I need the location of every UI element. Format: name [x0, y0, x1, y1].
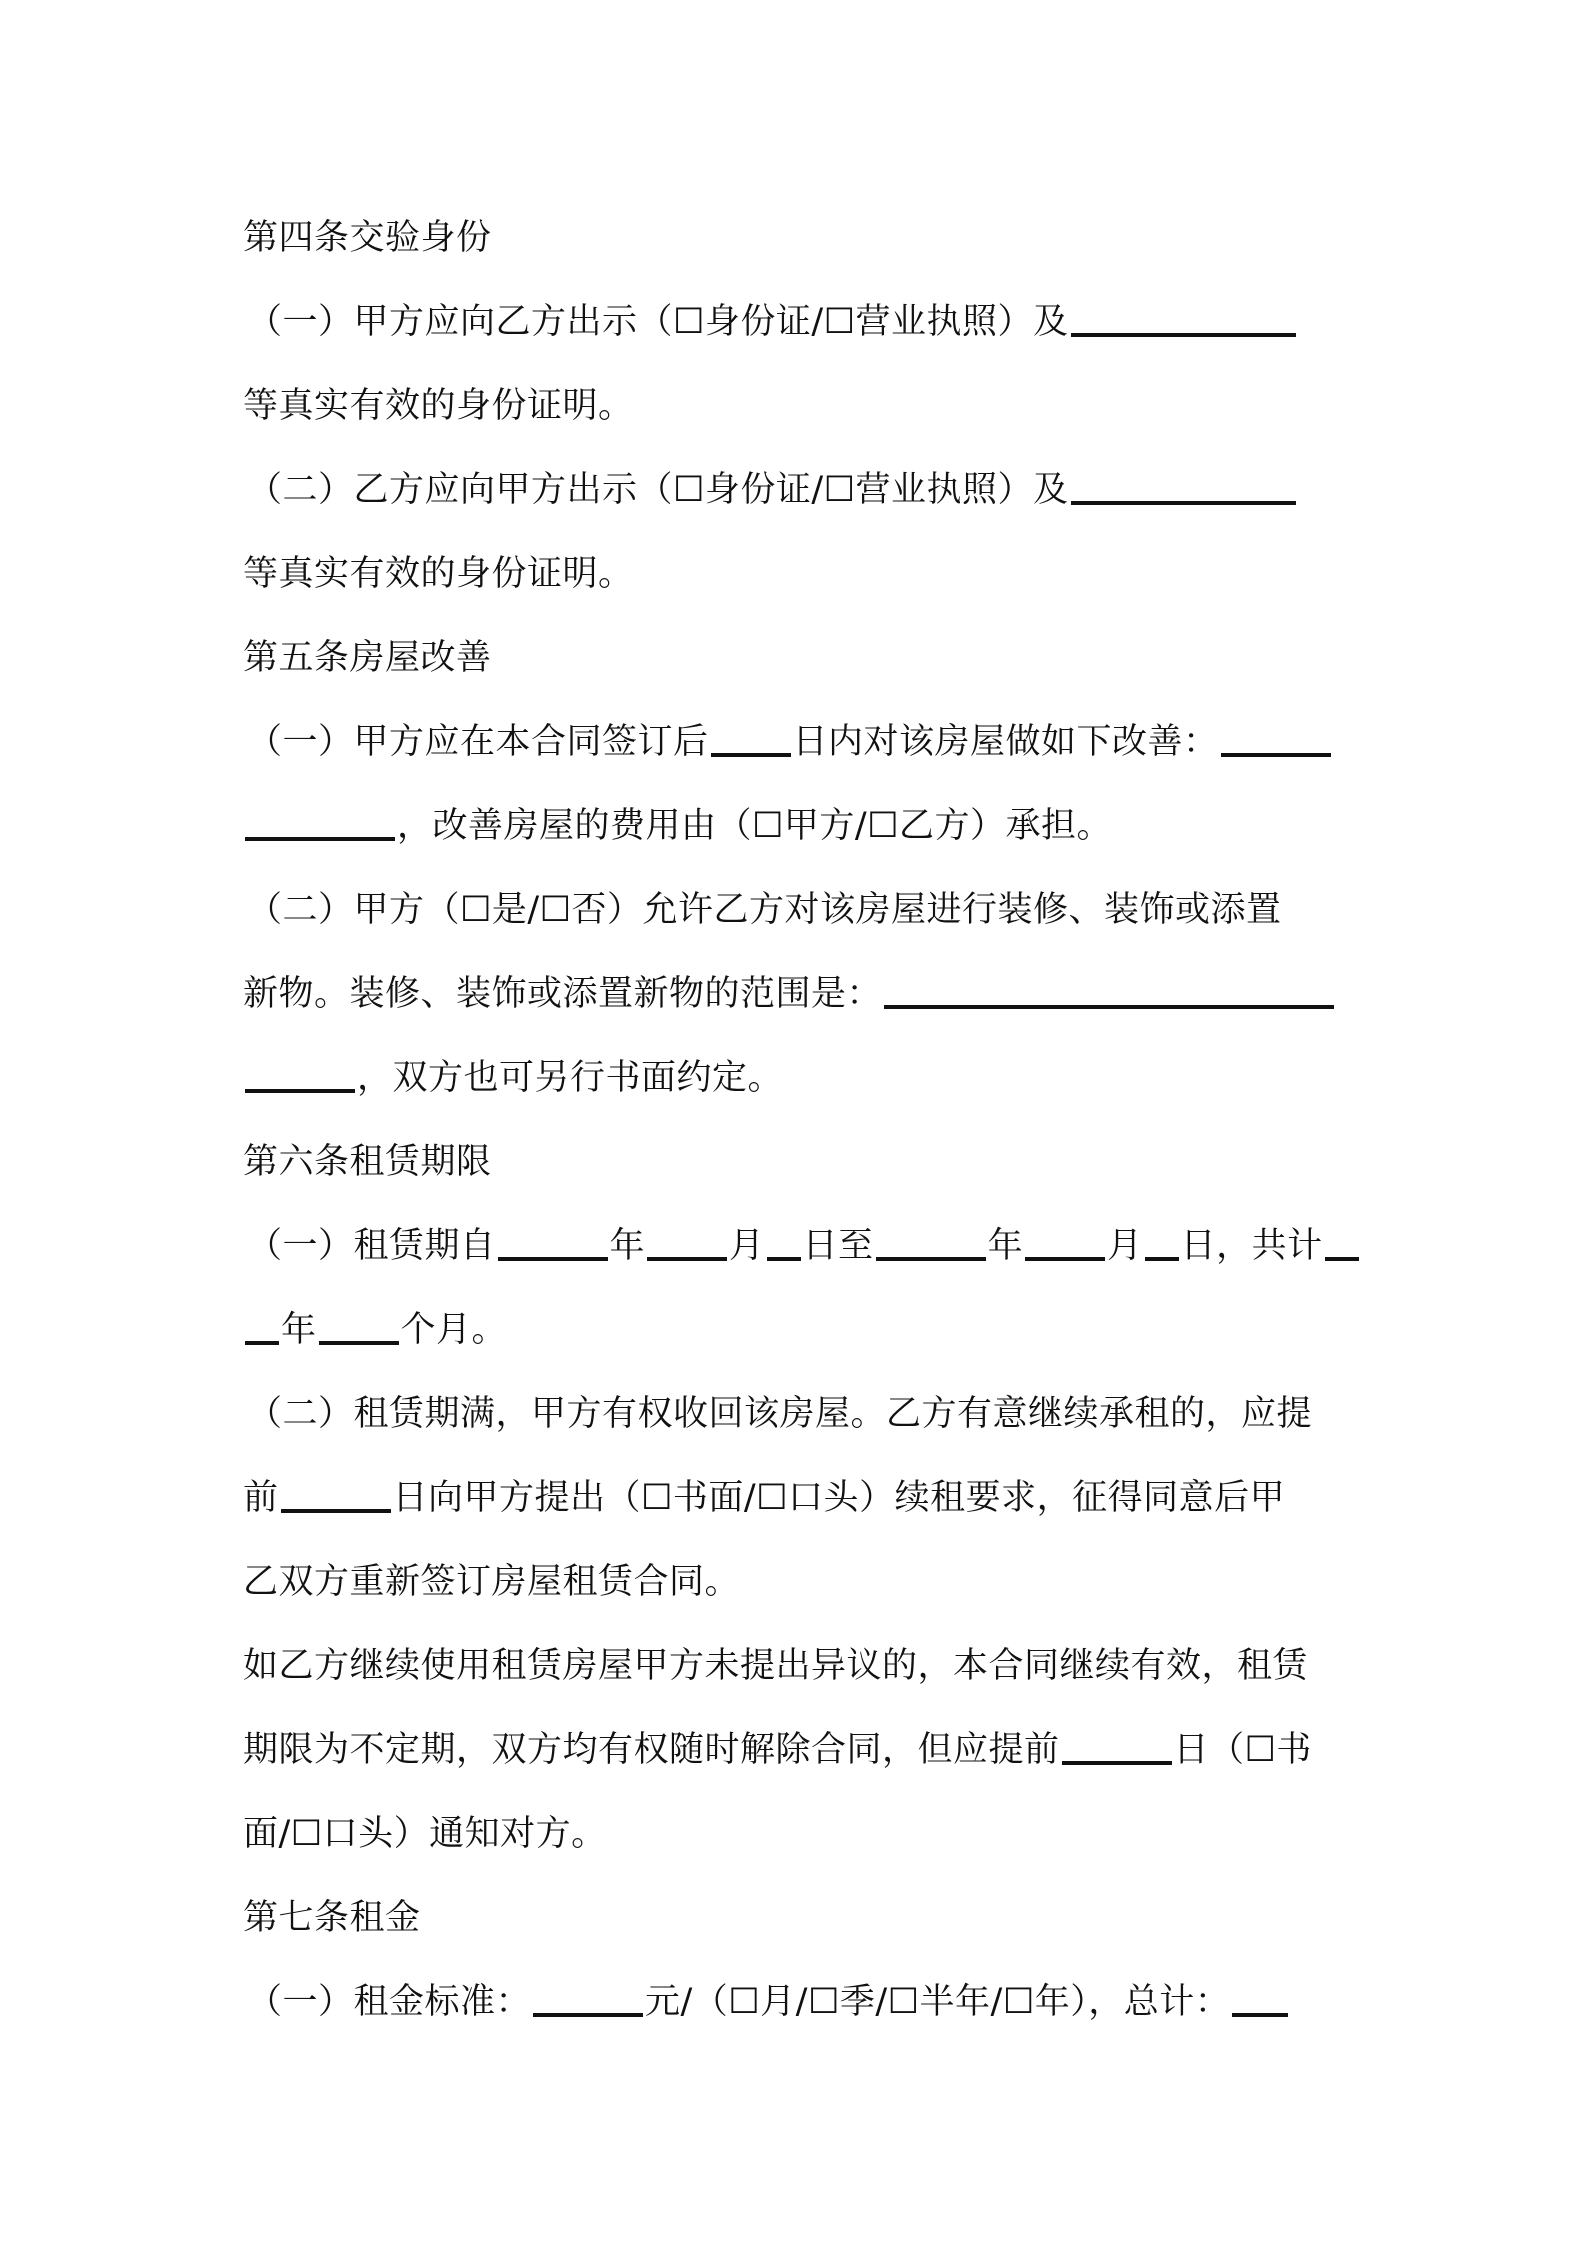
clause-text: 等真实有效的身份证明。: [243, 386, 634, 426]
clause-text: 月: [1107, 1226, 1143, 1266]
article6-para-line3: [243, 1792, 1355, 1876]
article6-item2-line3: [243, 1540, 1355, 1624]
fill-blank[interactable]: [1325, 1227, 1359, 1261]
fill-blank[interactable]: [1062, 1731, 1172, 1765]
clause-text: 个月。: [400, 1310, 508, 1350]
article-title: 第五条房屋改善: [243, 638, 492, 678]
clause-text: （二）乙方应向甲方出示（☐身份证/☐营业执照）及: [247, 470, 1069, 510]
fill-blank[interactable]: [1071, 471, 1296, 505]
fill-blank-day[interactable]: [1145, 1227, 1179, 1261]
clause-text: ，改善房屋的费用由（☐甲方/☐乙方）承担。: [397, 806, 1113, 846]
clause-text: 新物。装修、装饰或添置新物的范围是：: [243, 974, 883, 1014]
clause-text: （一）甲方应在本合同签订后: [247, 722, 709, 762]
clause-text: 期限为不定期，双方均有权随时解除合同，但应提前: [243, 1730, 1060, 1770]
clause-text: 年: [281, 1310, 317, 1350]
fill-blank-month[interactable]: [647, 1227, 727, 1261]
fill-blank-months[interactable]: [319, 1311, 399, 1345]
clause-text: 日内对该房屋做如下改善：: [792, 722, 1219, 762]
article6-para-line2: [243, 1708, 1355, 1792]
article5-item2-line3: [243, 1036, 1355, 1120]
article5-item1-line2: [243, 784, 1355, 868]
contract-page: [243, 196, 1355, 2044]
clause-text: ，双方也可另行书面约定。: [357, 1058, 784, 1098]
article6-item1-line1: [243, 1204, 1355, 1288]
article-title: 第六条租赁期限: [243, 1142, 492, 1182]
article4-item2-line1: [243, 448, 1355, 532]
fill-blank-total[interactable]: [1232, 1983, 1288, 2017]
clause-text: 面/☐口头）通知对方。: [243, 1814, 607, 1854]
article6-title: [243, 1120, 1355, 1204]
clause-text: 年: [987, 1226, 1024, 1266]
fill-blank[interactable]: [884, 975, 1334, 1009]
article6-item1-line2: [243, 1288, 1355, 1372]
article5-title: [243, 616, 1355, 700]
fill-blank-years[interactable]: [245, 1311, 279, 1345]
clause-text: 等真实有效的身份证明。: [243, 554, 634, 594]
article-title: 第七条租金: [243, 1898, 421, 1938]
clause-text: 前: [243, 1478, 279, 1518]
article4-item1-line1: [243, 280, 1355, 364]
article6-item2-line2: [243, 1456, 1355, 1540]
article6-item2-line1: [243, 1372, 1355, 1456]
article5-item1-line1: [243, 700, 1355, 784]
clause-text: （二）甲方（☐是/☐否）允许乙方对该房屋进行装修、装饰或添置: [247, 890, 1282, 930]
fill-blank[interactable]: [281, 1479, 391, 1513]
clause-text: （一）租金标准：: [247, 1982, 532, 2022]
fill-blank-month[interactable]: [1025, 1227, 1105, 1261]
clause-text: 日（☐书: [1173, 1730, 1312, 1770]
clause-text: （一）租赁期自: [247, 1226, 496, 1266]
article4-item2-line2: [243, 532, 1355, 616]
fill-blank[interactable]: [1071, 303, 1296, 337]
fill-blank[interactable]: [711, 723, 791, 757]
article6-para-line1: [243, 1624, 1355, 1708]
article4-title: [243, 196, 1355, 280]
clause-text: （一）甲方应向乙方出示（☐身份证/☐营业执照）及: [247, 302, 1069, 342]
fill-blank[interactable]: [245, 807, 395, 841]
fill-blank[interactable]: [1221, 723, 1331, 757]
clause-text: 日，共计: [1180, 1226, 1323, 1266]
article5-item2-line2: [243, 952, 1355, 1036]
clause-text: 月: [729, 1226, 765, 1266]
clause-text: 元/（☐月/☐季/☐半年/☐年），总计：: [645, 1982, 1231, 2022]
fill-blank-year[interactable]: [498, 1227, 608, 1261]
article7-item1-line1: [243, 1960, 1355, 2044]
article5-item2-line1: [243, 868, 1355, 952]
clause-text: 如乙方继续使用租赁房屋甲方未提出异议的，本合同继续有效，租赁: [243, 1646, 1309, 1686]
article-title: 第四条交验身份: [243, 218, 492, 258]
clause-text: 日向甲方提出（☐书面/☐口头）续租要求，征得同意后甲: [392, 1478, 1286, 1518]
fill-blank-day[interactable]: [767, 1227, 801, 1261]
fill-blank-rent[interactable]: [533, 1983, 643, 2017]
article7-title: [243, 1876, 1355, 1960]
clause-text: （二）租赁期满，甲方有权收回该房屋。乙方有意继续承租的，应提: [247, 1394, 1313, 1434]
article4-item1-line2: [243, 364, 1355, 448]
clause-text: 日至: [802, 1226, 874, 1266]
clause-text: 年: [609, 1226, 646, 1266]
clause-text: 乙双方重新签订房屋租赁合同。: [243, 1562, 741, 1602]
fill-blank[interactable]: [245, 1059, 355, 1093]
fill-blank-year[interactable]: [876, 1227, 986, 1261]
